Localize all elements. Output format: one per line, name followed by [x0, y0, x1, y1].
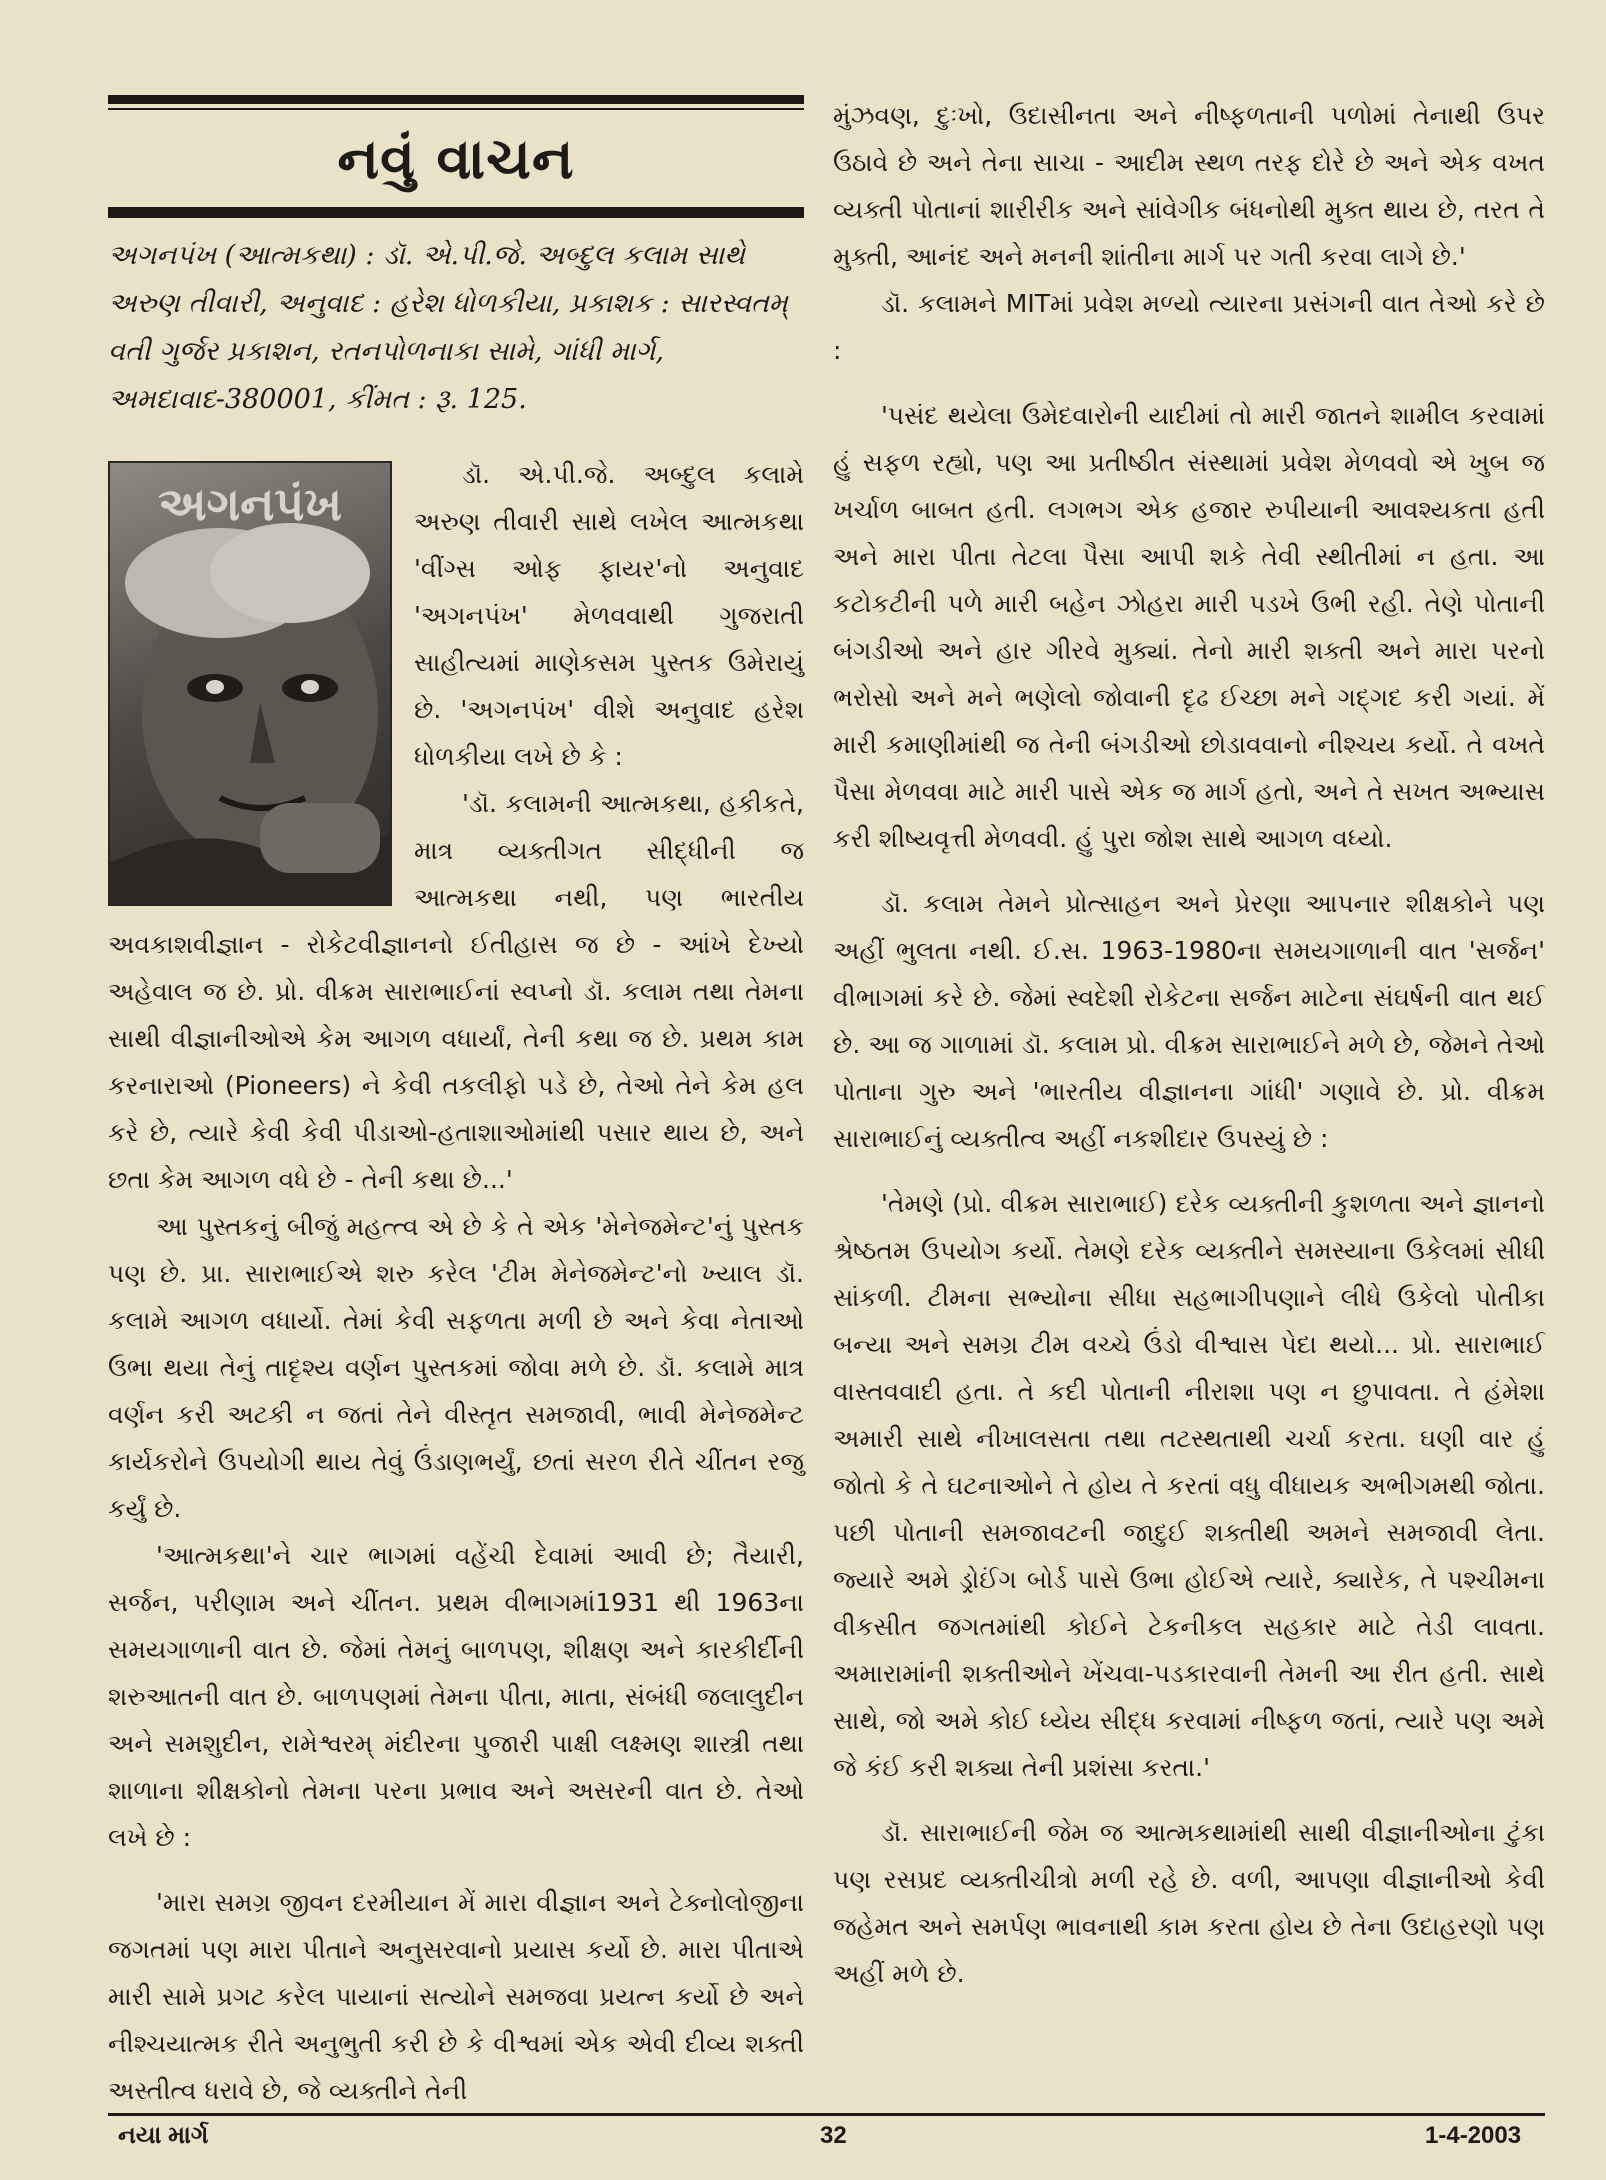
- book-cover-image: [108, 461, 392, 906]
- book-cover-title: અગનપંખ: [157, 477, 343, 532]
- right-column: [833, 92, 1545, 1997]
- right-paragraph-sarabhai-quote: 'તેમણે (પ્રો. વીક્રમ સારાભાઈ) દરેક વ્યક્તીની કુશળતા અને જ્ઞાનનો શ્રેષ્ઠતમ ઉપયોગ કર્યો. તેમણે દરેક વ્યક્તીને સમસ્યાના ઉકેલમાં સીધી સાંકળી. ટીમના સભ્યોના સીધા સહભાગીપણાને લીધે ઉકેલો પોતીકા બન્યા અને સમગ્ર ટીમ વચ્ચે ઉંડો વીશ્વાસ પેદા થયો... પ્રો. સારાભાઈ વાસ્તવવાદી હતા. તે કદી પોતાની નીરાશા પણ ન છુપાવતા. તે હંમેશા અમારી સાથે નીખાલસતા તથા તટસ્થતાથી ચર્ચા કરતા. ઘણી વાર હું જોતો કે તે ઘટનાઓને તે હોય તે કરતાં વધુ વીધાયક અભીગમથી જોતા. પછી પોતાની સમજાવટની જાદુઈ શક્તીથી અમને સમજાવી લેતા. જ્યારે અમે ડ્રોઈંગ બોર્ડ પાસે ઉભા હોઈએ ત્યારે, ક્યારેક, તે પશ્ચીમના વીકસીત જગતમાંથી કોઈને ટેકનીકલ સહકાર માટે તેડી લાવતા. અમારામાંની શક્તીઓને ખેંચવા-પડકારવાની તેમની આ રીત હતી. સાથે સાથે, જો અમે કોઈ ધ્યેય સીદ્ધ કરવામાં નીષ્ફળ જતાં, ત્યારે પણ અમે જે કંઈ કરી શક્યા તેની પ્રશંસા કરતા.': [833, 1189, 1545, 1782]
- left-paragraph-quote: 'ડૉ. કલામની આત્મકથા, હકીકતે, માત્ર વ્યક્તીગત સીદ્ધીની જ આત્મકથા નથી, પણ ભારતીય અવકાશવીજ્ઞાન - રોકેટવીજ્ઞાનનો ઈતીહાસ જ છે - આંખે દેખ્યો અહેવાલ જ છે. પ્રો. વીક્રમ સારાભાઈનાં સ્વપ્નો ડૉ. કલામ તથા તેમના સાથી વીજ્ઞાનીઓએ કેમ આગળ વધાર્યાં, તેની કથા જ છે. પ્રથમ કામ કરનારાઓ (Pioneers) ને કેવી તકલીફો પડે છે, તેઓ તેને કેમ હલ કરે છે, ત્યારે કેવી કેવી પીડાઓ-હતાશાઓમાંથી પસાર થાય છે, અને છતા કેમ આગળ વધે છે - તેની કથા છે...': [108, 789, 804, 1195]
- footer-date: 1-4-2003: [1425, 2122, 1522, 2149]
- section-heading: નવું વાચન: [337, 127, 575, 192]
- right-paragraph-quote-continued: મુંઝવણ, દુઃખો, ઉદાસીનતા અને નીષ્ફળતાની પળોમાં તેનાથી ઉપર ઉઠાવે છે અને તેના સાચા - આદીમ સ્થળ તરફ દોરે છે અને એક વખત વ્યક્તી પોતાનાં શારીરીક અને સાંવેગીક બંધનોથી મુક્ત થાય છે, તરત તે મુક્તી, આનંદ અને મનની શાંતીના માર્ગ પર ગતી કરવા લાગે છે.': [833, 101, 1545, 271]
- left-paragraph-intro: ડૉ. એ.પી.જે. અબ્દુલ કલામે અરુણ તીવારી સાથે લખેલ આત્મકથા 'વીંગ્સ ઓફ ફાયર'નો અનુવાદ 'અગનપંખ' મેળવવાથી ગુજરાતી સાહીત્યમાં માણેકસમ પુસ્તક ઉમેરાયું છે. 'અગનપંખ' વીશે અનુવાદ હરેશ ધોળકીયા લખે છે કે :: [414, 460, 804, 772]
- book-bibliography: અગનપંખ (આત્મકથા) : ડૉ. એ.પી.જે. અબ્દુલ કલામ સાથે અરુણ તીવારી, અનુવાદ : હરેશ ધોળકીયા, પ્રકાશક : સારસ્વતમ્ વતી ગુર્જર પ્રકાશન, રતનપોળનાકા સામે, ગાંધી માર્ગ, અમદાવાદ-380001, કીંમત : રૂ. 125.: [108, 240, 788, 416]
- right-paragraph-mit-quote: 'પસંદ થયેલા ઉમેદવારોની યાદીમાં તો મારી જાતને શામીલ કરવામાં હું સફળ રહ્યો, પણ આ પ્રતીષ્ઠીત સંસ્થામાં પ્રવેશ મેળવવો એ ખુબ જ ખર્ચાળ બાબત હતી. લગભગ એક હજાર રુપીયાની આવશ્યકતા હતી અને મારા પીતા તેટલા પૈસા આપી શકે તેવી સ્થીતીમાં ન હતા. આ કટોકટીની પળે મારી બહેન ઝોહરા મારી પડખે ઉભી રહી. તેણે પોતાની બંગડીઓ અને હાર ગીરવે મુક્યાં. તેનો મારી શક્તી અને મારા પરનો ભરોસો અને મને ભણેલો જોવાની દૃઢ ઈચ્છા મને ગદ્ગદ કરી ગયાં. મેં મારી કમાણીમાંથી જ તેની બંગડીઓ છોડાવવાનો નીશ્ચય કર્યો. તે વખતે પૈસા મેળવવા માટે મારી પાસે એક જ માર્ગ હતો, અને તે સખત અભ્યાસ કરી શીષ્યવૃત્તી મેળવવી. હું પુરા જોશ સાથે આગળ વધ્યો.: [833, 401, 1545, 853]
- heading-top-rule: [108, 95, 804, 104]
- footer-rule: [108, 2113, 1545, 2116]
- heading-bottom-rule: [108, 209, 804, 218]
- right-paragraph-mit: ડૉ. કલામને MITમાં પ્રવેશ મળ્યો ત્યારના પ્રસંગની વાત તેઓ કરે છે :: [833, 289, 1545, 365]
- left-column: [108, 95, 804, 2114]
- right-paragraph-closing: ડૉ. સારાભાઈની જેમ જ આત્મકથામાંથી સાથી વીજ્ઞાનીઓના ટુંકા પણ રસપ્રદ વ્યક્તીચીત્રો મળી રહે છે. વળી, આપણા વીજ્ઞાનીઓ કેવી જહેમત અને સમર્પણ ભાવનાથી કામ કરતા હોય છે તેના ઉદાહરણો પણ અહીં મળે છે.: [833, 1818, 1545, 1988]
- heading-top-thin-rule: [108, 108, 804, 110]
- left-paragraph-structure: 'આત્મકથા'ને ચાર ભાગમાં વહેંચી દેવામાં આવી છે; તૈયારી, સર્જન, પરીણામ અને ચીંતન. પ્રથમ વીભાગમાં1931 થી 1963ના સમયગાળાની વાત છે. જેમાં તેમનું બાળપણ, શીક્ષણ અને કારકીર્દીની શરુઆતની વાત છે. બાળપણમાં તેમના પીતા, માતા, સંબંધી જલાલુદીન અને સમશુદીન, રામેશ્વરમ્ મંદીરના પુજારી પાક્ષી લક્ષ્મણ શાસ્ત્રી તથા શાળાના શીક્ષકોનો તેમના પરના પ્રભાવ અને અસરની વાત છે. તેઓ લખે છે :: [108, 1541, 804, 1853]
- right-paragraph-teachers: ડૉ. કલામ તેમને પ્રોત્સાહન અને પ્રેરણા આપનાર શીક્ષકોને પણ અહીં ભુલતા નથી. ઈ.સ. 1963-1980ના સમયગાળાની વાત 'સર્જન' વીભાગમાં કરે છે. જેમાં સ્વદેશી રોકેટના સર્જન માટેના સંઘર્ષની વાત થઈ છે. આ જ ગાળામાં ડૉ. કલામ પ્રો. વીક્રમ સારાભાઈને મળે છે, જેમને તેઓ પોતાના ગુરુ અને 'ભારતીય વીજ્ઞાનના ગાંધી' ગણાવે છે. પ્રો. વીક્રમ સારાભાઈનું વ્યક્તીત્વ અહીં નકશીદાર ઉપસ્યું છે :: [833, 889, 1545, 1153]
- left-paragraph-father-quote: 'મારા સમગ્ર જીવન દરમીયાન મેં મારા વીજ્ઞાન અને ટેક્નોલોજીના જગતમાં પણ મારા પીતાને અનુસરવાનો પ્રયાસ કર્યો છે. મારા પીતાએ મારી સામે પ્રગટ કરેલ પાયાનાં સત્યોને સમજવા પ્રયત્ન કર્યો છે અને નીશ્ચયાત્મક રીતે અનુભુતી કરી છે કે વીશ્વમાં એક એવી દીવ્ય શક્તી અસ્તીત્વ ધરાવે છે, જે વ્યક્તીને તેની: [108, 1888, 804, 2106]
- left-paragraph-management: આ પુસ્તકનું બીજું મહત્ત્વ એ છે કે તે એક 'મેનેજમેન્ટ'નું પુસ્તક પણ છે. પ્રા. સારાભાઈએ શરુ કરેલ 'ટીમ મેનેજમેન્ટ'નો ખ્યાલ ડૉ. કલામે આગળ વધાર્યો. તેમાં કેવી સફળતા મળી છે અને કેવા નેતાઓ ઉભા થયા તેનું તાદૃશ્ય વર્ણન પુસ્તકમાં જોવા મળે છે. ડૉ. કલામે માત્ર વર્ણન કરી અટકી ન જતાં તેને વીસ્તૃત સમજાવી, ભાવી મેનેજમેન્ટ કાર્યકરોને ઉપયોગી થાય તેવું ઉંડાણભર્યું, છતાં સરળ રીતે ચીંતન રજુ કર્યું છે.: [108, 1212, 804, 1524]
- footer-page-number: 32: [820, 2122, 847, 2149]
- footer-publication: નયા માર્ગ: [118, 2122, 209, 2149]
